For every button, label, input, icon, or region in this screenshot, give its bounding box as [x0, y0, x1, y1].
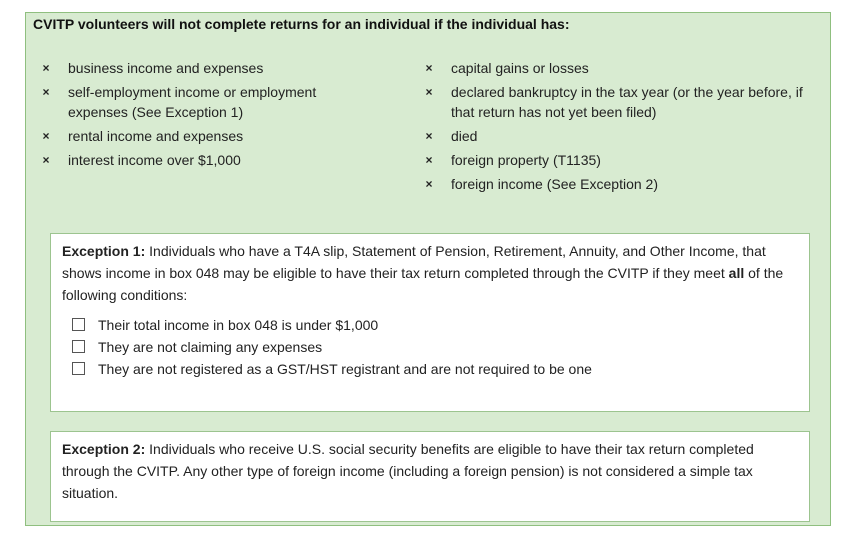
x-icon: × — [425, 129, 433, 143]
x-icon: × — [425, 177, 433, 191]
exception-2-body: Individuals who receive U.S. social security benefits are eligible to have their tax return completed through the CVITP. Any other type of foreign income (including a foreign pension) is not considered a simple tax situation. — [62, 441, 754, 501]
exception-1-emphasis: all — [728, 265, 745, 281]
exception-2-label: Exception 2: — [62, 441, 146, 457]
x-icon: × — [42, 85, 50, 99]
list-item — [40, 58, 370, 78]
checkbox[interactable] — [72, 318, 85, 331]
item-text: self-employment income or employment expenses (See Exception 1) — [68, 84, 317, 120]
checkbox[interactable] — [72, 362, 85, 375]
condition-item — [62, 314, 799, 336]
exception-1-box — [50, 233, 810, 412]
exception-1-label: Exception 1: — [62, 243, 146, 259]
exception-2-text — [62, 438, 799, 504]
condition-item — [62, 358, 799, 380]
right-exclusion-list — [423, 58, 803, 198]
item-text: died — [451, 128, 478, 144]
x-icon: × — [425, 85, 433, 99]
list-item — [423, 82, 803, 122]
x-icon: × — [42, 129, 50, 143]
exception-2-box — [50, 431, 810, 522]
list-item — [40, 126, 370, 146]
list-item — [40, 150, 370, 170]
item-text: rental income and expenses — [68, 128, 244, 144]
item-text: interest income over $1,000 — [68, 152, 241, 168]
left-exclusion-list — [40, 58, 370, 174]
exception-1-body: Individuals who have a T4A slip, Statement of Pension, Retirement, Annuity, and Other Income, that shows income in box 048 may be eligible to have their tax return completed through the CVITP if they meet — [62, 243, 766, 281]
exception-1-body-end: of the following conditions: — [62, 265, 784, 303]
list-item — [40, 82, 370, 122]
item-text: foreign income (See Exception 2) — [451, 176, 658, 192]
condition-item — [62, 336, 799, 358]
x-icon: × — [42, 61, 50, 75]
checkbox[interactable] — [72, 340, 85, 353]
exclusions-panel — [25, 12, 831, 526]
condition-text: They are not registered as a GST/HST registrant and are not required to be one — [98, 361, 592, 377]
exception-1-text — [62, 240, 799, 306]
item-text: foreign property (T1135) — [451, 152, 601, 168]
list-item — [423, 150, 803, 170]
item-text: business income and expenses — [68, 60, 264, 76]
conditions-checklist — [62, 314, 799, 380]
list-item — [423, 174, 803, 194]
item-text: declared bankruptcy in the tax year (or the year before, if that return has not yet been filed) — [451, 84, 803, 120]
x-icon: × — [425, 153, 433, 167]
list-item — [423, 58, 803, 78]
x-icon: × — [42, 153, 50, 167]
x-icon: × — [425, 61, 433, 75]
list-item — [423, 126, 803, 146]
panel-heading: CVITP volunteers will not complete returns for an individual if the individual has: — [33, 16, 570, 32]
condition-text: They are not claiming any expenses — [98, 339, 323, 355]
item-text: capital gains or losses — [451, 60, 589, 76]
condition-text: Their total income in box 048 is under $1,000 — [98, 317, 379, 333]
